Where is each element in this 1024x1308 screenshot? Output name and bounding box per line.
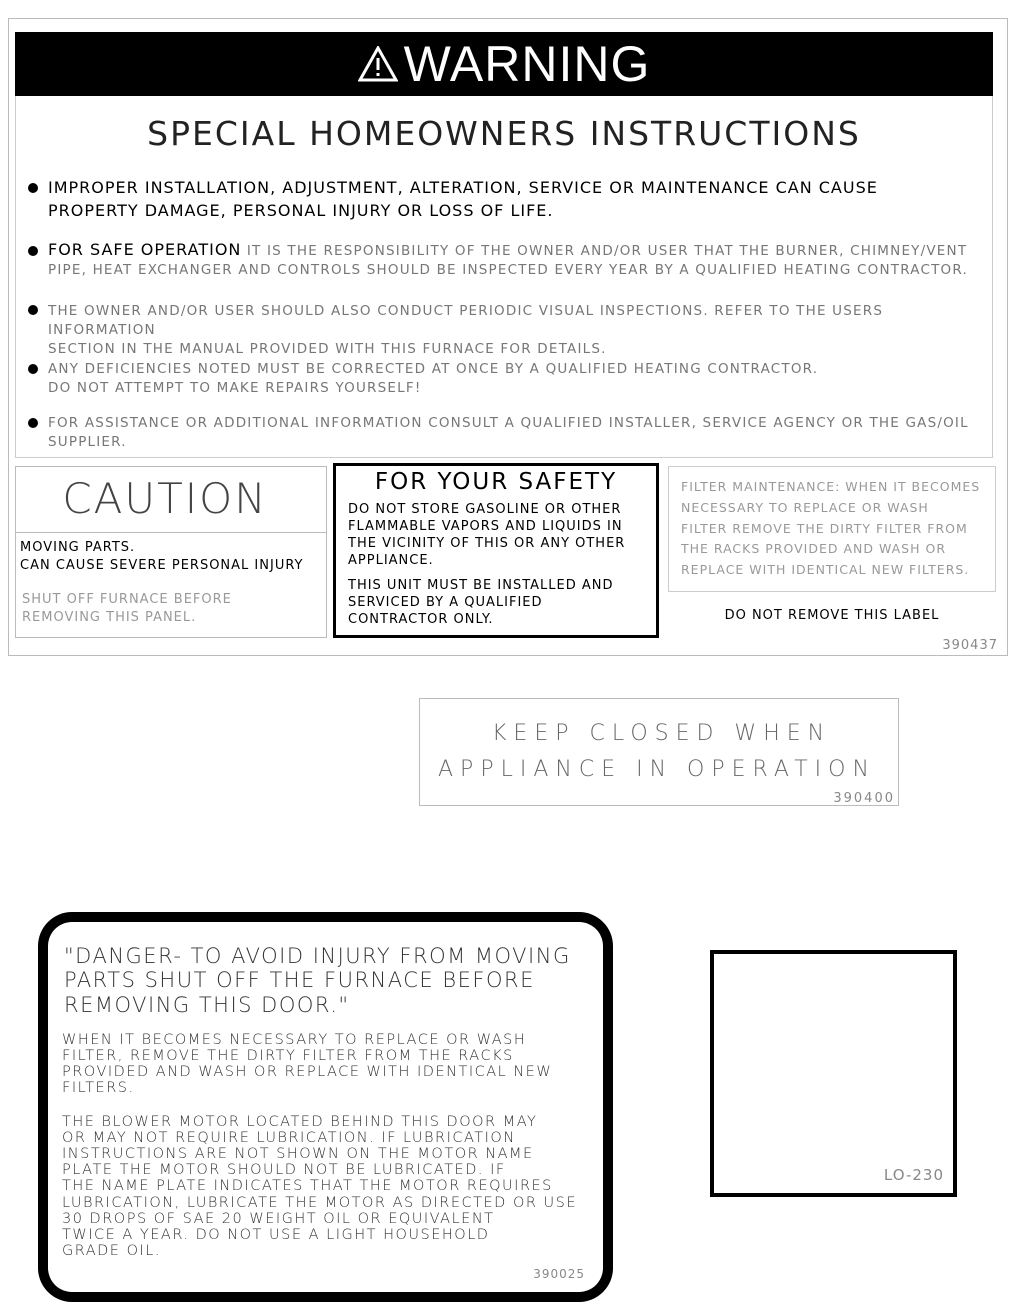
danger-p2-line: TWICE A YEAR. DO NOT USE A LIGHT HOUSEHOLD — [62, 1227, 490, 1243]
danger-heading-line: PARTS SHUT OFF THE FURNACE BEFORE — [64, 968, 535, 992]
keep-closed-line-1: KEEP CLOSED WHEN — [492, 721, 832, 746]
safety-paragraph-1 — [348, 501, 625, 569]
danger-p2-line: INSTRUCTIONS ARE NOT SHOWN ON THE MOTOR NAME — [62, 1146, 534, 1162]
caution-line: CAN CAUSE SEVERE PERSONAL INJURY — [20, 558, 304, 573]
warning-triangle-icon — [358, 46, 398, 82]
instruction-line: ANY DEFICIENCIES NOTED MUST BE CORRECTED AT ONCE BY A QUALIFIED HEATING CONTRACTOR. — [48, 361, 819, 377]
warning-banner — [15, 32, 993, 96]
filter-maintenance-text — [681, 477, 980, 581]
filter-line: THE RACKS PROVIDED AND WASH OR — [681, 541, 947, 557]
safety-title: FOR YOUR SAFETY — [374, 469, 618, 495]
caution-line: MOVING PARTS. — [20, 540, 136, 555]
safety-line: FLAMMABLE VAPORS AND LIQUIDS IN — [348, 519, 623, 534]
filter-line: FILTER REMOVE THE DIRTY FILTER FROM — [681, 520, 968, 536]
part-number: 390400 — [833, 791, 895, 806]
instruction-item-3 — [48, 302, 978, 359]
warning-banner-text: WARNING — [403, 36, 651, 92]
instruction-line: IMPROPER INSTALLATION, ADJUSTMENT, ALTERATION, SERVICE OR MAINTENANCE CAN CAUSE — [48, 178, 878, 197]
safety-line: THIS UNIT MUST BE INSTALLED AND — [348, 578, 614, 593]
danger-heading-line: REMOVING THIS DOOR." — [64, 993, 350, 1017]
instruction-item-5 — [48, 414, 978, 452]
danger-p1-line: FILTERS. — [62, 1080, 135, 1096]
danger-p1-line: PROVIDED AND WASH OR REPLACE WITH IDENTICAL NEW — [62, 1064, 553, 1080]
instruction-line: PIPE, HEAT EXCHANGER AND CONTROLS SHOULD BE INSPECTED EVERY YEAR BY A QUALIFIED HEATING CONTRACTOR. — [48, 262, 968, 278]
filter-line: FILTER MAINTENANCE: WHEN IT BECOMES — [681, 479, 981, 494]
part-number: LO-230 — [883, 1166, 944, 1184]
danger-p1-line: FILTER, REMOVE THE DIRTY FILTER FROM THE RACKS — [62, 1048, 514, 1064]
caution-divider — [15, 532, 327, 533]
instruction-line: FOR ASSISTANCE OR ADDITIONAL INFORMATION CONSULT A QUALIFIED INSTALLER, SERVICE AGENCY OR THE GAS/OIL — [48, 415, 969, 431]
danger-p1-line: WHEN IT BECOMES NECESSARY TO REPLACE OR WASH — [62, 1032, 527, 1048]
safety-paragraph-2 — [348, 577, 614, 628]
instructions-title: SPECIAL HOMEOWNERS INSTRUCTIONS — [147, 114, 861, 153]
caution-title: CAUTION — [62, 474, 268, 523]
filter-line: NECESSARY TO REPLACE OR WASH — [681, 499, 929, 515]
lo-label — [710, 950, 957, 1197]
danger-heading-line: "DANGER- TO AVOID INJURY FROM MOVING — [64, 944, 571, 968]
safety-line: DO NOT STORE GASOLINE OR OTHER — [348, 502, 622, 517]
safety-line: THE VICINITY OF THIS OR ANY OTHER — [348, 536, 626, 551]
danger-p2-line: GRADE OIL. — [62, 1243, 161, 1259]
instruction-line: SECTION IN THE MANUAL PROVIDED WITH THIS FURNACE FOR DETAILS. — [48, 341, 607, 357]
bullet-dot — [28, 418, 38, 428]
caution-note — [22, 591, 232, 627]
instruction-line: DO NOT ATTEMPT TO MAKE REPAIRS YOURSELF! — [48, 380, 422, 396]
instruction-item-2 — [48, 240, 978, 280]
instruction-item-4 — [48, 360, 978, 398]
caution-note-line: SHUT OFF FURNACE BEFORE — [22, 592, 232, 607]
bullet-dot — [28, 183, 38, 193]
instruction-line: SUPPLIER. — [48, 434, 127, 450]
do-not-remove-text: DO NOT REMOVE THIS LABEL — [724, 608, 940, 623]
caution-note-line: REMOVING THIS PANEL. — [22, 610, 197, 625]
safety-line: APPLIANCE. — [348, 553, 434, 568]
filter-line: REPLACE WITH IDENTICAL NEW FILTERS. — [681, 562, 970, 578]
instruction-line: PROPERTY DAMAGE, PERSONAL INJURY OR LOSS OF LIFE. — [48, 201, 554, 220]
danger-p2-line: PLATE THE MOTOR SHOULD NOT BE LUBRICATED. IF — [62, 1162, 506, 1178]
instruction-line: THE OWNER AND/OR USER SHOULD ALSO CONDUCT PERIODIC VISUAL INSPECTIONS. REFER TO THE USERS INFORMATION — [48, 303, 884, 338]
safety-line: SERVICED BY A QUALIFIED — [348, 595, 543, 610]
keep-closed-line-2: APPLIANCE IN OPERATION — [438, 757, 876, 782]
danger-p2-line: THE NAME PLATE INDICATES THAT THE MOTOR REQUIRES — [62, 1178, 553, 1194]
danger-p2-line: 30 DROPS OF SAE 20 WEIGHT OIL OR EQUIVALENT — [62, 1211, 495, 1227]
bullet-dot — [28, 246, 38, 256]
safety-line: CONTRACTOR ONLY. — [348, 612, 494, 627]
caution-body — [20, 539, 303, 575]
danger-p2-line: OR MAY NOT REQUIRE LUBRICATION. IF LUBRICATION — [62, 1130, 516, 1146]
part-number: 390437 — [942, 638, 998, 653]
instruction-line: IT IS THE RESPONSIBILITY OF THE OWNER AND/OR USER THAT THE BURNER, CHIMNEY/VENT — [246, 243, 968, 259]
bullet-dot — [28, 364, 38, 374]
bullet-dot — [28, 305, 38, 315]
danger-p2-line: THE BLOWER MOTOR LOCATED BEHIND THIS DOOR MAY — [62, 1114, 538, 1130]
danger-p2-line: LUBRICATION, LUBRICATE THE MOTOR AS DIRECTED OR USE — [62, 1195, 578, 1211]
instruction-item-1 — [48, 176, 978, 222]
instruction-lead: FOR SAFE OPERATION — [48, 240, 242, 259]
part-number: 390025 — [533, 1267, 585, 1281]
